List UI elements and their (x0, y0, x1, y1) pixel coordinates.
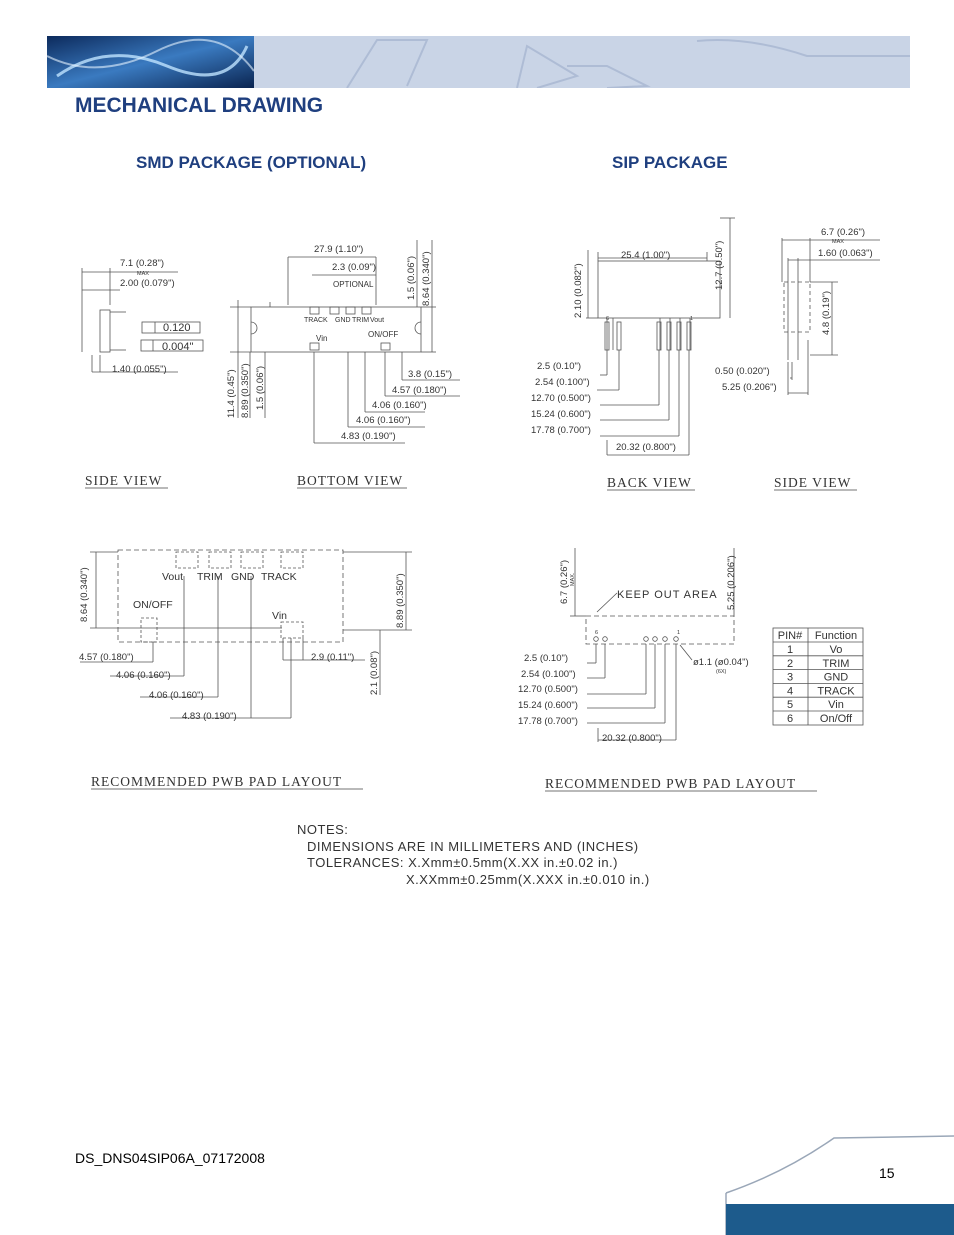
smd-bottom-r1: 3.8 (0.15") (408, 369, 453, 380)
sip-side-pitch: 5.25 (0.206") (722, 382, 777, 393)
pin-table-cell: 6 (786, 713, 794, 725)
smd-bottom-view-label: BOTTOM VIEW (297, 473, 404, 488)
pin-table-cell: 5 (786, 699, 794, 712)
sip-pad-layout-label: RECOMMENDED PWB PAD LAYOUT (545, 776, 797, 791)
smd-pad-trim: TRIM (197, 571, 223, 583)
sip-pad-v1: 6.7 (0.26") (559, 559, 570, 604)
pin-table-cell: On/Off (819, 713, 853, 725)
smd-side-base: 1.40 (0.055") (112, 364, 167, 375)
pin-table-header: PIN# (777, 630, 803, 642)
sip-pad-hole-count: (6X) (716, 669, 727, 675)
sip-pad-max: MAX. (570, 572, 576, 586)
smd-pad-vout: Vout (162, 571, 184, 583)
pin-table-cell: Vo (829, 644, 843, 656)
footer-bar (726, 1204, 954, 1235)
sip-back-side: 2.10 (0.082") (573, 263, 584, 318)
smd-bottom-r2: 4.57 (0.180") (392, 385, 447, 396)
pin-table-cell: 4 (786, 685, 794, 698)
pin-table-header: Function (814, 630, 858, 642)
pin-table-cell: TRIM (822, 657, 850, 670)
page-number: 15 (879, 1165, 895, 1181)
sip-pad-d1: 2.5 (0.10") (524, 653, 569, 664)
smd-side-tol1: 0.120 (163, 322, 191, 334)
smd-bottom-l1: 11.4 (0.45") (226, 369, 237, 418)
smd-pad-r1: 2.9 (0.11") (311, 652, 355, 663)
document-id: DS_DNS04SIP06A_07172008 (75, 1150, 265, 1166)
sip-pad-pin6: 6 (595, 630, 599, 636)
sip-pad-keepout: KEEP OUT AREA (617, 589, 718, 601)
smd-bottom-r5: 4.83 (0.190") (341, 431, 396, 442)
smd-pad-layout-label: RECOMMENDED PWB PAD LAYOUT (91, 774, 343, 789)
smd-bottom-l3: 1.5 (0.06") (255, 365, 266, 410)
smd-bottom-pin-track: TRACK (304, 317, 328, 324)
footer-graphic (724, 1133, 954, 1235)
smd-bottom-pin-trim: TRIM (352, 317, 370, 324)
sip-back-d4: 15.24 (0.600") (531, 409, 591, 420)
pin-table-cell: GND (823, 671, 849, 684)
smd-pad-onoff: ON/OFF (133, 599, 173, 611)
sip-side-width: 6.7 (0.26") (821, 227, 866, 238)
pin-table-cell: 2 (786, 657, 794, 670)
sip-back-width: 25.4 (1.00") (621, 250, 671, 261)
sip-pad-d5: 17.78 (0.700") (518, 716, 578, 727)
pin-table-cell: TRACK (817, 685, 855, 698)
sip-back-d5: 17.78 (0.700") (531, 425, 591, 436)
smd-side-max: MAX (137, 271, 149, 277)
sip-pad-d2: 2.54 (0.100") (521, 669, 576, 680)
smd-pad-height: 8.64 (0.340") (79, 567, 90, 622)
notes-title: NOTES: (297, 822, 349, 837)
smd-pad-track: TRACK (261, 571, 297, 583)
sip-back-pin1: 1 (690, 316, 694, 322)
notes-line2: TOLERANCES: X.Xmm±0.5mm(X.XX in.±0.02 in.) (307, 855, 618, 870)
sip-back-pin6: 6 (606, 316, 610, 322)
smd-bottom-r4: 4.06 (0.160") (356, 415, 411, 426)
sip-pad-pin1: 1 (677, 630, 681, 636)
smd-side-width2: 2.00 (0.079") (120, 278, 175, 289)
smd-pad-d1: 4.57 (0.180") (79, 652, 134, 663)
smd-pad-gnd: GND (231, 571, 255, 583)
smd-bottom-pin-onoff: ON/OFF (368, 330, 399, 339)
sip-pad-d4: 15.24 (0.600") (518, 700, 578, 711)
smd-bottom-optional: OPTIONAL (333, 280, 374, 289)
smd-side-view-label: SIDE VIEW (85, 473, 163, 488)
sip-side-view-label: SIDE VIEW (774, 475, 852, 490)
sip-back-d3: 12.70 (0.500") (531, 393, 591, 404)
sip-back-d1: 2.5 (0.10") (537, 361, 582, 372)
sip-pad-hole: ø1.1 (ø0.04") (693, 657, 749, 668)
sip-side-pin-width: 0.50 (0.020") (715, 366, 770, 377)
pin-table-cell: 1 (786, 644, 794, 656)
sip-side-pin-length: 4.8 (0.19") (821, 290, 832, 335)
page-title: MECHANICAL DRAWING (75, 94, 324, 117)
pin-table-cell: 3 (786, 671, 794, 684)
smd-bottom-pin-vin: Vin (316, 334, 328, 343)
pin-table-cell: Vin (828, 699, 844, 712)
sip-section-title: SIP PACKAGE (612, 153, 728, 172)
smd-section-title: SMD PACKAGE (OPTIONAL) (136, 153, 367, 172)
smd-pad-d4: 4.83 (0.190") (182, 711, 237, 722)
sip-side-max: MAX (832, 239, 844, 245)
sip-pad-d3: 12.70 (0.500") (518, 684, 578, 695)
smd-pad-height2: 8.89 (0.350") (395, 573, 406, 628)
sip-pad-v2: 5.25 (0.206") (726, 555, 737, 610)
smd-bottom-v2: 8.64 (0.340") (421, 251, 432, 306)
smd-bottom-pin-gnd: GND (335, 317, 351, 324)
sip-back-view-label: BACK VIEW (607, 475, 692, 490)
smd-bottom-pin-vout: Vout (370, 317, 385, 324)
sip-back-d2: 2.54 (0.100") (535, 377, 590, 388)
sip-side-thickness: 1.60 (0.063") (818, 248, 873, 259)
smd-bottom-r3: 4.06 (0.160") (372, 400, 427, 411)
sip-back-height: 12.7 (0.50") (714, 240, 725, 290)
notes-line1: DIMENSIONS ARE IN MILLIMETERS AND (INCHES) (307, 839, 639, 854)
smd-pad-vin: Vin (272, 610, 287, 622)
sip-pad-d6: 20.32 (0.800") (602, 733, 662, 744)
smd-pad-d2: 4.06 (0.160") (116, 670, 171, 681)
smd-side-tol2: 0.004" (162, 341, 194, 353)
smd-bottom-width: 27.9 (1.10") (314, 244, 364, 255)
smd-bottom-v1: 1.5 (0.06") (406, 255, 417, 300)
smd-side-width: 7.1 (0.28") (120, 258, 165, 269)
smd-bottom-track-offset: 2.3 (0.09") (332, 262, 377, 273)
smd-pad-d3: 4.06 (0.160") (149, 690, 204, 701)
sip-back-d6: 20.32 (0.800") (616, 442, 676, 453)
smd-pad-r2: 2.1 (0.08") (369, 650, 380, 695)
notes-line3: X.XXmm±0.25mm(X.XXX in.±0.010 in.) (406, 872, 650, 887)
smd-bottom-l2: 8.89 (0.350") (240, 363, 251, 418)
